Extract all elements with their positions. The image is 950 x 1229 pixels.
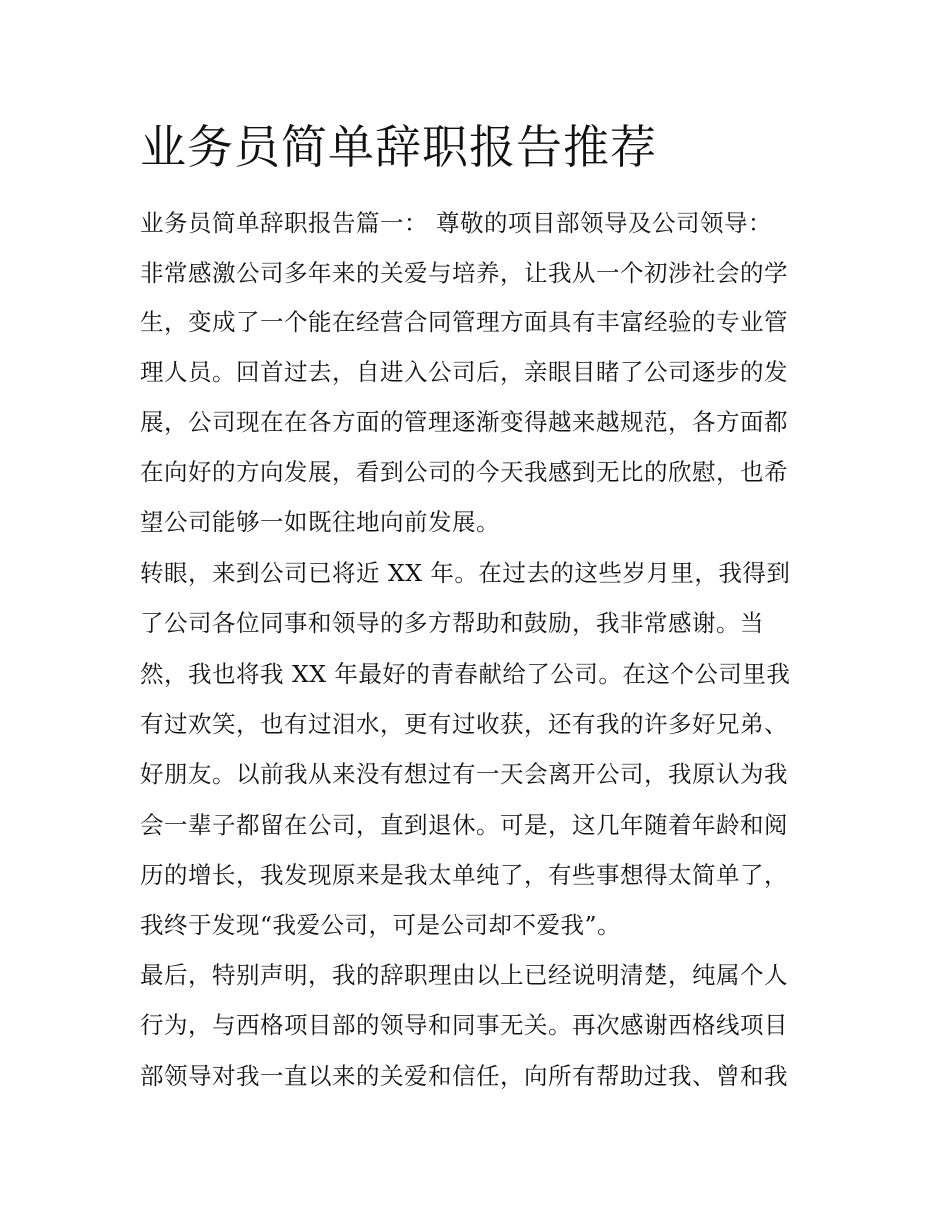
text-line: 在向好的方向发展，看到公司的今天我感到无比的欣慰，也希	[140, 458, 788, 486]
text-line: 我终于发现“我爱公司，可是公司却不爱我”。	[140, 911, 622, 939]
text-line: 理人员。回首过去，自进入公司后，亲眼目睹了公司逐步的发	[140, 358, 788, 386]
text-line: 生，变成了一个能在经营合同管理方面具有丰富经验的专业管	[140, 308, 788, 336]
text-line: 好朋友。以前我从来没有想过有一天会离开公司，我原认为我	[140, 760, 788, 788]
text-line: 最后，特别声明，我的辞职理由以上已经说明清楚，纯属个人	[140, 961, 788, 989]
text-line: 展，公司现在在各方面的管理逐渐变得越来越规范，各方面都	[140, 408, 788, 436]
text-line: 部领导对我一直以来的关爱和信任，向所有帮助过我、曾和我	[140, 1062, 788, 1090]
text-line: 非常感激公司多年来的关爱与培养，让我从一个初涉社会的学	[140, 259, 788, 287]
text-line: 业务员简单辞职报告篇一： 尊敬的项目部领导及公司领导：	[140, 209, 772, 237]
text-line: 行为，与西格项目部的领导和同事无关。再次感谢西格线项目	[140, 1011, 788, 1039]
text-line: 历的增长，我发现原来是我太单纯了，有些事想得太简单了，	[140, 861, 788, 889]
text-line: 转眼，来到公司已将近 XX 年。在过去的这些岁月里，我得到	[140, 559, 791, 587]
text-line: 望公司能够一如既往地向前发展。	[140, 508, 500, 536]
text-line: 有过欢笑，也有过泪水，更有过收获，还有我的许多好兄弟、	[140, 710, 788, 738]
text-line: 会一辈子都留在公司，直到退休。可是，这几年随着年龄和阅	[140, 811, 788, 839]
document-title: 业务员简单辞职报告推荐	[140, 120, 657, 174]
text-line: 了公司各位同事和领导的多方帮助和鼓励，我非常感谢。当	[140, 609, 764, 637]
text-line: 然，我也将我 XX 年最好的青春献给了公司。在这个公司里我	[140, 660, 791, 688]
